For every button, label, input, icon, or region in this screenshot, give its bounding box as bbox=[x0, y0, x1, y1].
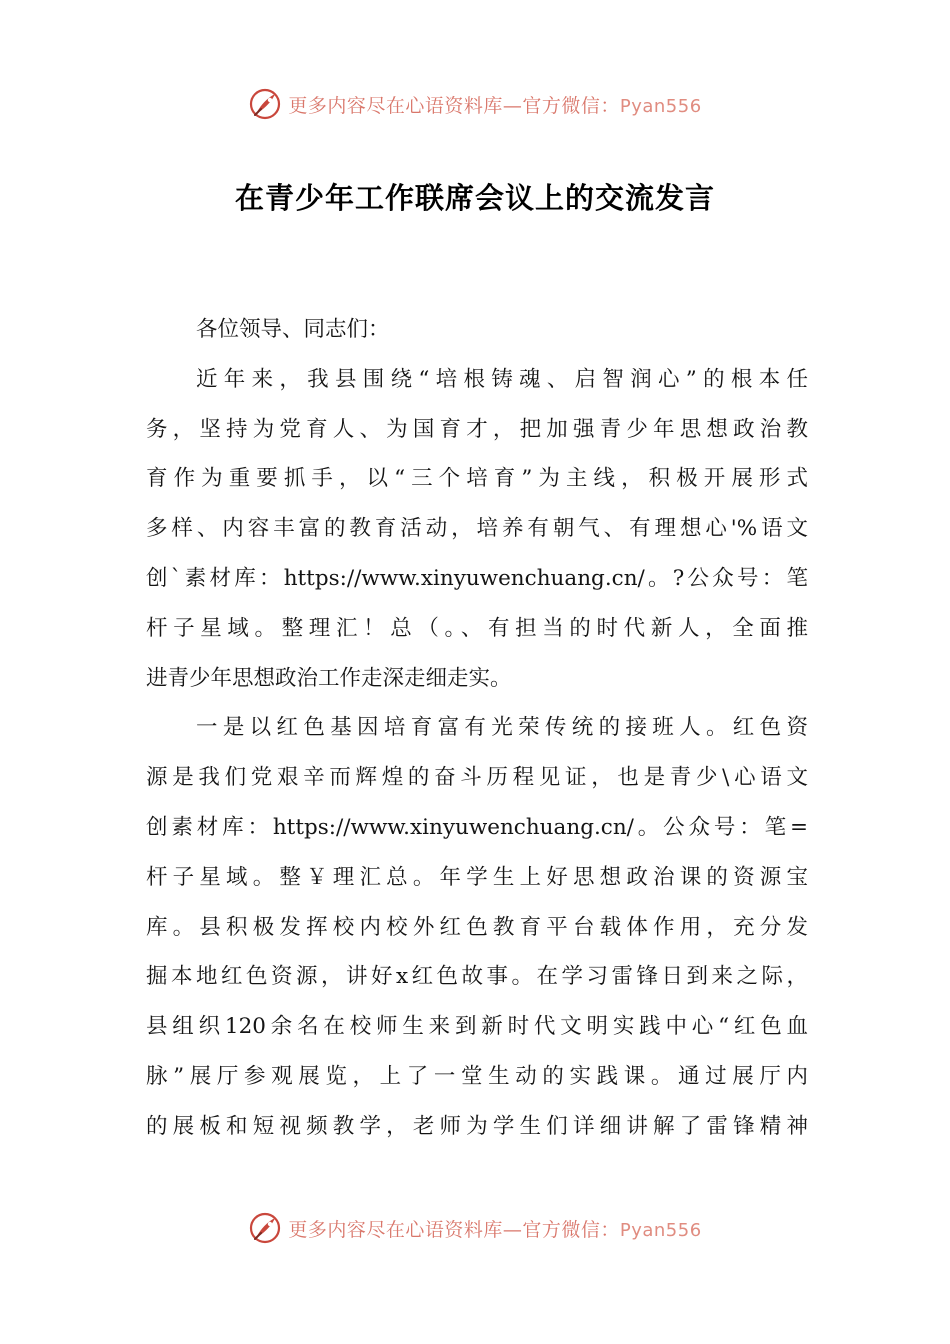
body-line: 育作为重要抓手，以“三个培育”为主线，积极开展形式 bbox=[146, 466, 808, 492]
body-line: 杆子星域。整￥理汇总。年学生上好思想政治课的资源宝 bbox=[146, 864, 808, 890]
footer-watermark bbox=[0, 1208, 950, 1248]
body-line: 近年来，我县围绕“培根铸魂、启智润心”的根本任 bbox=[196, 366, 808, 392]
body-line: 掘本地红色资源，讲好x红色故事。在学习雷锋日到来之际， bbox=[146, 964, 808, 990]
body-line: 源是我们党艰辛而辉煌的奋斗历程见证，也是青少\心语文 bbox=[146, 765, 808, 791]
watermark-text: 更多内容尽在心语资料库—官方微信：Pyan556 bbox=[288, 1218, 702, 1241]
body-line: 一是以红色基因培育富有光荣传统的接班人。红色资 bbox=[196, 715, 808, 741]
body-line: 务，坚持为党育人、为国育才，把加强青少年思想政治教 bbox=[146, 416, 808, 442]
body-line: 创素材库：https://www.xinyuwenchuang.cn/。公众号：笔= bbox=[146, 814, 808, 840]
watermark-text: 更多内容尽在心语资料库—官方微信：Pyan556 bbox=[288, 94, 702, 117]
document-body bbox=[146, 305, 808, 1152]
body-line: 的展板和短视频教学，老师为学生们详细讲解了雷锋精神 bbox=[146, 1113, 808, 1139]
body-line: 进青少年思想政治工作走深走细走实。 bbox=[146, 665, 512, 691]
header-watermark bbox=[0, 84, 950, 124]
body-line: 库。县积极发挥校内校外红色教育平台载体作用，充分发 bbox=[146, 914, 808, 940]
body-line: 多样、内容丰富的教育活动，培养有朝气、有理想心'%语文 bbox=[146, 516, 808, 542]
body-line: 县组织120余名在校师生来到新时代文明实践中心“红色血 bbox=[146, 1014, 808, 1040]
body-line: 创`素材库：https://www.xinyuwenchuang.cn/。?公众号：笔 bbox=[146, 565, 808, 591]
body-line: 各位领导、同志们： bbox=[196, 317, 390, 342]
body-line: 杆子星域。整理汇！总（。、有担当的时代新人，全面推 bbox=[146, 615, 808, 641]
pen-quill-logo-icon bbox=[248, 1211, 282, 1245]
body-line: 脉”展厅参观展览，上了一堂生动的实践课。通过展厅内 bbox=[146, 1063, 808, 1089]
pen-quill-logo-icon bbox=[248, 87, 282, 121]
document-title: 在青少年工作联席会议上的交流发言 bbox=[234, 181, 715, 215]
